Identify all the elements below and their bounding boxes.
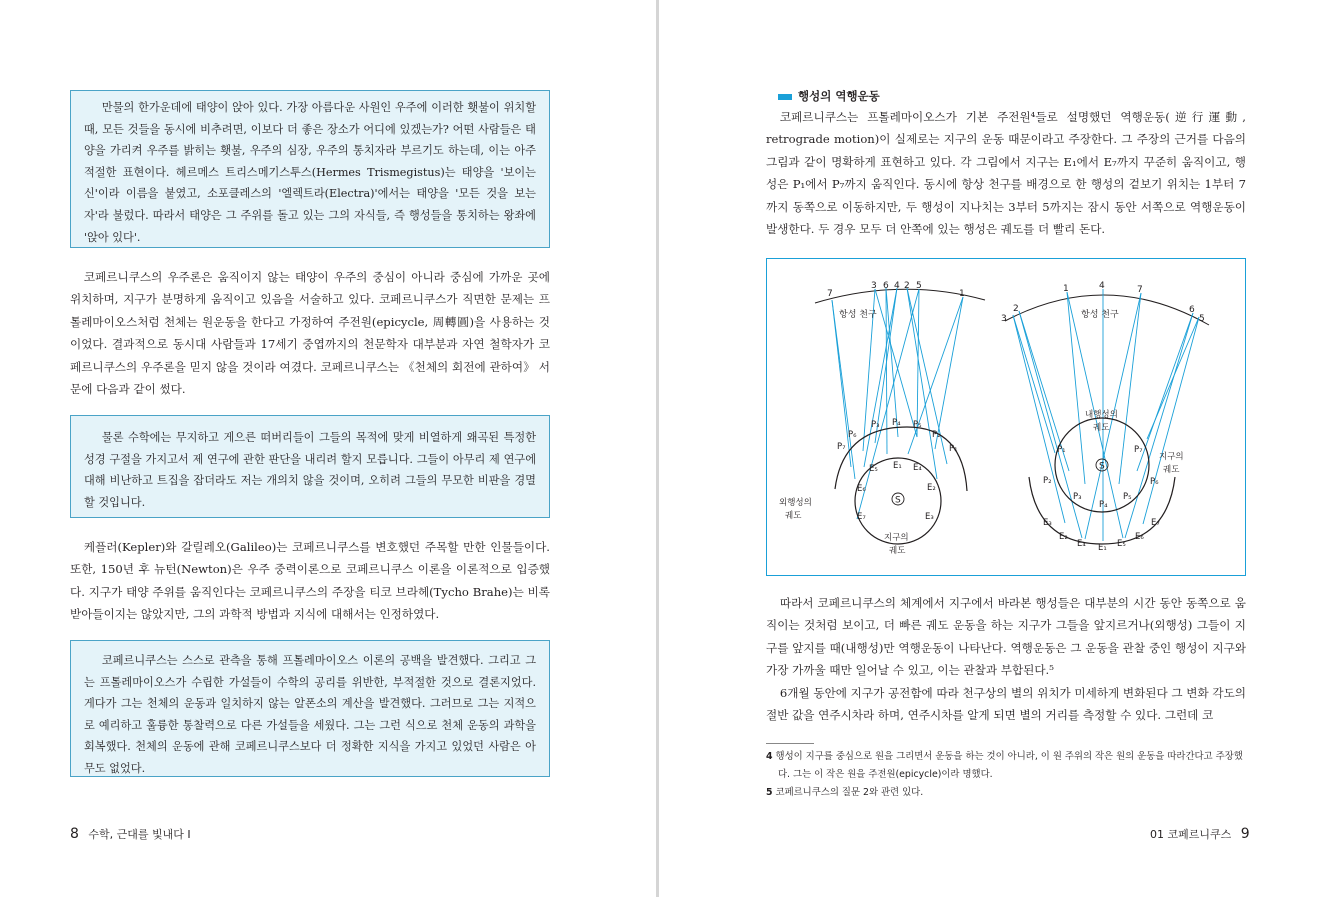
sky-number: 6 [883,281,889,291]
outer-orbit-label-left-2: 궤도 [785,511,802,521]
earth-label: E₁ [1098,543,1107,553]
sun-label-left: S [895,495,901,506]
earth-label: E₅ [869,464,878,474]
planet-label: P₁ [1057,445,1066,455]
footnote-5 [766,784,1246,802]
planet-labels-right [1043,445,1159,510]
earth-label: E₂ [1059,532,1068,542]
earth-orbit-label-right-2: 궤도 [1163,465,1180,475]
quote-box-2-text: 물론 수학에는 무지하고 게으른 떠버리들이 그들의 목적에 맞게 비열하게 왜곡된 특정한 성경 구절을 가지고서 제 연구에 관한 판단을 내리려 할지 모릅니다. 그들이 아무리 제 연구에 대해 비난하고 트집을 잡더라도 저는 개의치 않을 것이며, 오히려 그들의 무모한 비판을 경멸할 것입니다. [84,431,536,509]
body-paragraph-2: 케플러(Kepler)와 갈릴레오(Galileo)는 코페르니쿠스를 변호했던 주목할 만한 인물들이다. 또한, 150년 후 뉴턴(Newton)은 우주 중력이론으로 코페르니쿠스 이론을 이론적으로 입증했다. 지구가 태양 주위를 움직인다는 코페르니쿠스의 주장을 티코 브라헤(Tycho Brahe)는 비록 받아들이지는 않았지만, 그의 과학적 방법과 지식에 대해서는 인정하였다. [70,540,550,622]
sky-number: 5 [916,281,922,291]
sky-number: 3 [871,281,877,291]
outer-planet-diagram [779,281,985,556]
earth-label: E₁ [893,461,902,471]
sky-number: 1 [959,289,965,299]
planet-label: P₇ [837,442,846,452]
footnote-5-text: 코페르니쿠스의 질문 2와 관련 있다. [775,787,924,798]
inner-planet-diagram [1001,281,1209,553]
sphere-label-right: 항성 천구 [1081,310,1119,320]
planet-label: P₄ [1099,500,1108,510]
right-paragraph-1: 코페르니쿠스는 프톨레마이오스가 기본 주전원⁴들로 설명했던 역행운동(逆行運動, retrograde motion)이 실제로는 지구의 운동 때문이라고 주장한다. 그 주장의 근거를 다음의 그림과 같이 명확하게 표현하고 있다. 각 그림에서 지구는 E₁에서 E₇까지 꾸준히 움직이고, 행성은 P₁에서 P₇까지 움직인다. 동시에 항상 천구를 배경으로 한 행성의 겉보기 위치는 1부터 7까지 동쪽으로 이동하지만, 두 행성이 지나치는 3부터 5까지는 잠시 동안 서쪽으로 역행운동이 발생한다. 두 경우 모두 더 안쪽에 있는 행성은 궤도를 더 빨리 돈다. [766,110,1246,237]
chapter-title: 01 코페르니쿠스 [1150,828,1232,841]
earth-labels-left [857,461,936,522]
section-title: 행성의 역행운동 [798,89,880,103]
retrograde-motion-figure [766,258,1246,576]
page-gutter [656,0,659,897]
page-number-right: 9 [1240,826,1250,842]
planet-label: P₁ [949,444,958,454]
sphere-label-left: 항성 천구 [839,310,877,320]
earth-label: E₄ [1077,539,1086,549]
right-footer [1150,826,1250,842]
earth-orbit-label-right-1: 지구의 [1159,452,1184,462]
sky-number: 1 [1063,284,1069,294]
sky-number: 7 [827,289,833,299]
book-title: 수학, 근대를 빛내다 I [88,828,191,841]
sun-label-right: S [1099,461,1105,472]
planet-label: P₆ [848,430,857,440]
earth-label: E₄ [913,463,922,473]
sky-number: 6 [1189,305,1195,315]
sky-number: 4 [894,281,900,291]
page-number-left: 8 [70,826,79,842]
retrograde-diagram [767,259,1245,575]
inner-orbit-label-right-2: 궤도 [1093,423,1110,433]
earth-label: E₆ [1135,532,1144,542]
section-marker-bar [778,94,792,100]
right-page [660,0,1319,897]
planet-label: P₇ [1134,445,1143,455]
left-footer [70,826,191,842]
footnote-5-number: 5 [766,787,773,798]
sky-number: 3 [1001,314,1007,324]
sight-lines-left [832,288,963,519]
quote-box-1 [70,90,550,248]
planet-label: P₃ [871,420,880,430]
earth-label: E₇ [857,512,866,522]
planet-label: P₂ [932,430,941,440]
earth-label: E₃ [1043,518,1052,528]
right-paragraph-2: 따라서 코페르니쿠스의 체계에서 지구에서 바라본 행성들은 대부분의 시간 동안 동쪽으로 움직이는 것처럼 보이고, 더 빠른 궤도 운동을 하는 지구가 그들을 앞지르거나(외행성) 그들이 지구를 앞지를 때(내행성)만 역행운동이 나타난다. 역행운동은 그 운동을 관찰 중인 행성이 지구와 가장 가까울 때만 일어날 수 있고, 이는 관찰과 부합된다.⁵ [766,596,1246,678]
quote-box-1-text: 만물의 한가운데에 태양이 앉아 있다. 가장 아름다운 사원인 우주에 이러한 횃불이 위치할 때, 모든 것들을 동시에 비추려면, 이보다 더 좋은 장소가 어디에 있겠는가? 어떤 사람들은 태양을 가리켜 우주를 밝히는 횃불, 우주의 심장, 우주의 통치자라 부르기도 하는데, 이는 아주 적절한 표현이다. 헤르메스 트리스메기스투스(Hermes Trismegistus)는 태양을 '보이는 신'이라 이름을 붙였고, 소포클레스의 '엘렉트라(Electra)'에서는 태양을 '모든 것을 보는 자'라 불렀다. 따라서 태양은 그 주위를 돌고 있는 그의 자식들, 즉 행성들을 통치하는 왕좌에 '앉아 있다'. [84,101,536,244]
body-paragraph-1: 코페르니쿠스의 우주론은 움직이지 않는 태양이 우주의 중심이 아니라 중심에 가까운 곳에 위치하며, 지구가 분명하게 움직이고 있음을 서술하고 있다. 코페르니쿠스가 직면한 문제는 프톨레마이오스처럼 천체는 원운동을 한다고 가정하여 주전원(epicycle, 周轉圓)을 사용하는 것이었다. 결과적으로 동시대 사람들과 17세기 중엽까지의 천문학자 대부분과 자연 철학자가 코페르니쿠스의 우주론을 믿지 않을 것이라 여겼다. 코페르니쿠스는 《천체의 회전에 관하여》 서문에 다음과 같이 썼다. [70,270,550,397]
inner-orbit-label-right-1: 내행성의 [1085,410,1118,420]
quote-box-3 [70,640,550,777]
sky-number: 7 [1137,285,1143,295]
footnote-rule [766,743,814,744]
sky-number: 5 [1199,314,1205,324]
earth-label: E₆ [857,484,866,494]
earth-label: E₃ [925,512,934,522]
outer-orbit-label-left-1: 외행성의 [779,498,812,508]
left-page [0,0,655,897]
sky-number: 2 [904,281,910,291]
right-paragraph-3: 6개월 동안에 지구가 공전함에 따라 천구상의 별의 위치가 미세하게 변화된다 그 변화 각도의 절반 값을 연주시차라 하며, 연주시차를 알게 되면 별의 거리를 측정할 수 있다. 그런데 코 [766,686,1246,723]
footnote-4-text: 행성이 지구를 중심으로 원을 그리면서 운동을 하는 것이 아니라, 이 원 주위의 작은 원의 운동을 따라간다고 주장했다. 그는 이 작은 원을 주전원(epicycle)이라 명했다. [775,751,1243,780]
quote-box-2 [70,415,550,518]
earth-label: E₅ [1117,539,1126,549]
footnote-4 [766,748,1246,784]
footnote-4-number: 4 [766,751,773,762]
earth-label: E₂ [927,483,936,493]
section-heading [778,88,880,104]
planet-label: P₄ [892,418,901,428]
earth-label: E₇ [1151,518,1160,528]
sky-number: 2 [1013,304,1019,314]
planet-label: P₆ [1150,477,1159,487]
planet-label: P₃ [1073,492,1082,502]
earth-orbit-label-left-1: 지구의 [884,533,909,543]
sky-number: 4 [1099,281,1105,291]
quote-box-3-text: 코페르니쿠스는 스스로 관측을 통해 프톨레마이오스 이론의 공백을 발견했다. 그리고 그는 프톨레마이오스가 수립한 가설들이 수학의 공리를 위반한, 부적절한 것으로 결론지었다. 게다가 그는 천체의 운동과 일치하지 않는 알폰소의 계산을 발견했다. 그러므로 그는 지적으로 예리하고 훌륭한 통찰력으로 다른 가설들을 세웠다. 그는 그런 식으로 천체 운동의 과학을 회복했다. 천체의 운동에 관해 코페르니쿠스보다 더 정확한 지식을 가지고 있었던 사람은 아무도 없었다. [84,654,536,775]
planet-label: P₂ [1043,476,1052,486]
planet-label: P₅ [913,420,922,430]
planet-label: P₅ [1123,492,1132,502]
earth-orbit-label-left-2: 궤도 [889,546,906,556]
